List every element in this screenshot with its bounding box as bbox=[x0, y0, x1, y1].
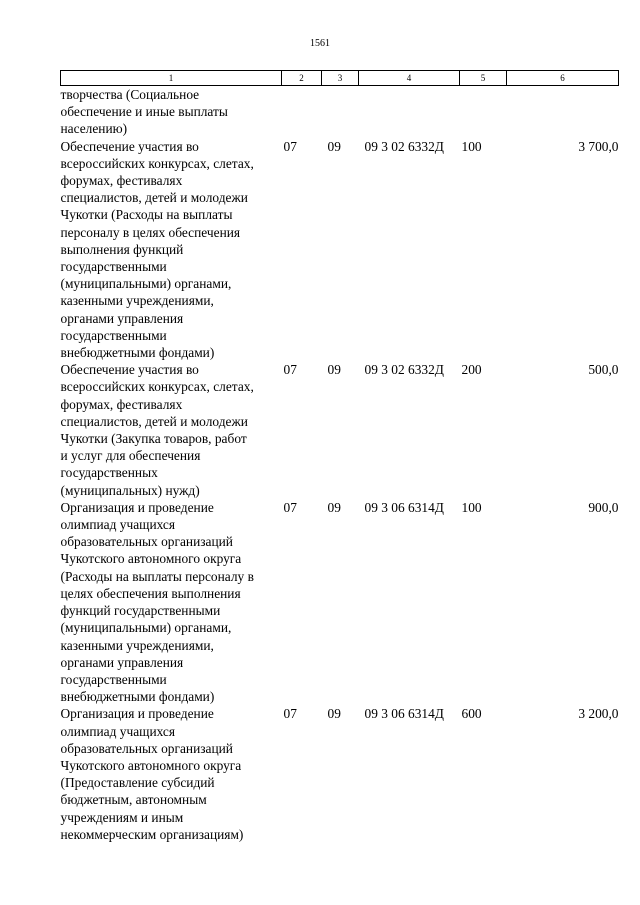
header-col-5: 5 bbox=[460, 71, 507, 86]
description-line: органами управления bbox=[60, 310, 184, 326]
page-number: 1561 bbox=[310, 38, 330, 49]
description-line: государственными bbox=[60, 327, 167, 343]
description-line: всероссийских конкурсах, слетах, bbox=[60, 379, 254, 395]
table-header bbox=[61, 71, 619, 86]
row-expense-type-code bbox=[460, 86, 507, 138]
row-target-article-code: 09 3 06 6314Д bbox=[364, 499, 444, 515]
row-expense-type-code: 200 bbox=[461, 362, 482, 378]
description-line: (муниципальных) нужд) bbox=[60, 482, 200, 498]
description-line: обеспечение и иные выплаты bbox=[60, 104, 228, 120]
description-line: бюджетным, автономным bbox=[60, 792, 207, 808]
description-line: органами управления bbox=[60, 654, 184, 670]
description-line: форумах, фестивалях bbox=[60, 396, 183, 412]
row-expense-type-code: 100 bbox=[461, 499, 482, 515]
description-line: персоналу в целях обеспечения bbox=[60, 224, 241, 240]
description-line: (Расходы на выплаты персоналу в bbox=[60, 568, 254, 584]
row-description bbox=[61, 361, 282, 499]
description-line: Чукотки (Расходы на выплаты bbox=[60, 207, 233, 223]
table-body bbox=[61, 86, 619, 843]
row-subsection-code: 09 bbox=[327, 362, 341, 378]
row-section-code bbox=[282, 86, 322, 138]
row-target-article-code bbox=[359, 86, 460, 138]
description-line: внебюджетными фондами) bbox=[60, 689, 215, 705]
description-line: государственными bbox=[60, 259, 167, 275]
description-line: (Предоставление субсидий bbox=[60, 775, 215, 791]
row-section-code: 07 bbox=[283, 499, 297, 515]
row-description bbox=[61, 138, 282, 362]
header-col-3: 3 bbox=[322, 71, 359, 86]
header-col-2: 2 bbox=[282, 71, 322, 86]
description-line: Обеспечение участия во bbox=[60, 362, 199, 378]
description-line: Чукотского автономного округа bbox=[60, 757, 242, 773]
table-row bbox=[61, 705, 619, 843]
description-line: казенными учреждениями, bbox=[60, 293, 214, 309]
row-amount: 900,0 bbox=[588, 499, 619, 515]
table-row bbox=[61, 361, 619, 499]
description-line: Чукотского автономного округа bbox=[60, 551, 242, 567]
row-amount bbox=[507, 86, 619, 138]
description-line: Организация и проведение bbox=[60, 706, 214, 722]
description-line: форумах, фестивалях bbox=[60, 173, 183, 189]
description-line: Чукотки (Закупка товаров, работ bbox=[60, 431, 247, 447]
description-line: Обеспечение участия во bbox=[60, 138, 199, 154]
description-line: казенными учреждениями, bbox=[60, 637, 214, 653]
description-line: (муниципальными) органами, bbox=[60, 620, 232, 636]
budget-table-container bbox=[60, 70, 618, 843]
row-subsection-code: 09 bbox=[327, 138, 341, 154]
row-description bbox=[61, 705, 282, 843]
description-line: Организация и проведение bbox=[60, 499, 214, 515]
table-row bbox=[61, 138, 619, 362]
description-line: и услуг для обеспечения bbox=[60, 448, 201, 464]
row-section-code: 07 bbox=[283, 138, 297, 154]
description-line: учреждениям и иным bbox=[60, 809, 184, 825]
row-amount: 500,0 bbox=[588, 362, 619, 378]
description-line: выполнения функций bbox=[60, 241, 184, 257]
description-line: олимпиад учащихся bbox=[60, 517, 176, 533]
row-section-code: 07 bbox=[283, 706, 297, 722]
row-subsection-code bbox=[322, 86, 359, 138]
description-line: государственных bbox=[60, 465, 158, 481]
row-expense-type-code: 100 bbox=[461, 138, 482, 154]
row-subsection-code: 09 bbox=[327, 706, 341, 722]
description-line: функций государственными bbox=[60, 603, 221, 619]
description-line: всероссийских конкурсах, слетах, bbox=[60, 155, 254, 171]
description-line: образовательных организаций bbox=[60, 740, 233, 756]
budget-table bbox=[60, 70, 619, 843]
row-description bbox=[61, 86, 282, 138]
row-expense-type-code: 600 bbox=[461, 706, 482, 722]
header-col-6: 6 bbox=[507, 71, 619, 86]
row-target-article-code: 09 3 02 6332Д bbox=[364, 362, 444, 378]
row-amount: 3 700,0 bbox=[578, 138, 619, 154]
description-line: внебюджетными фондами) bbox=[60, 345, 215, 361]
table-row bbox=[61, 499, 619, 705]
description-line: населению) bbox=[60, 121, 128, 137]
header-col-4: 4 bbox=[359, 71, 460, 86]
description-line: государственными bbox=[60, 671, 167, 687]
description-line: образовательных организаций bbox=[60, 534, 233, 550]
description-line: творчества (Социальное bbox=[60, 87, 200, 102]
description-line: олимпиад учащихся bbox=[60, 723, 176, 739]
row-amount: 3 200,0 bbox=[578, 706, 619, 722]
description-line: целях обеспечения выполнения bbox=[60, 585, 241, 601]
row-description bbox=[61, 499, 282, 705]
table-row bbox=[61, 86, 619, 138]
row-section-code: 07 bbox=[283, 362, 297, 378]
description-line: некоммерческим организациям) bbox=[60, 826, 244, 842]
row-target-article-code: 09 3 06 6314Д bbox=[364, 706, 444, 722]
header-col-1: 1 bbox=[61, 71, 282, 86]
description-line: специалистов, детей и молодежи bbox=[60, 413, 248, 429]
description-line: специалистов, детей и молодежи bbox=[60, 190, 248, 206]
description-line: (муниципальными) органами, bbox=[60, 276, 232, 292]
row-target-article-code: 09 3 02 6332Д bbox=[364, 138, 444, 154]
row-subsection-code: 09 bbox=[327, 499, 341, 515]
